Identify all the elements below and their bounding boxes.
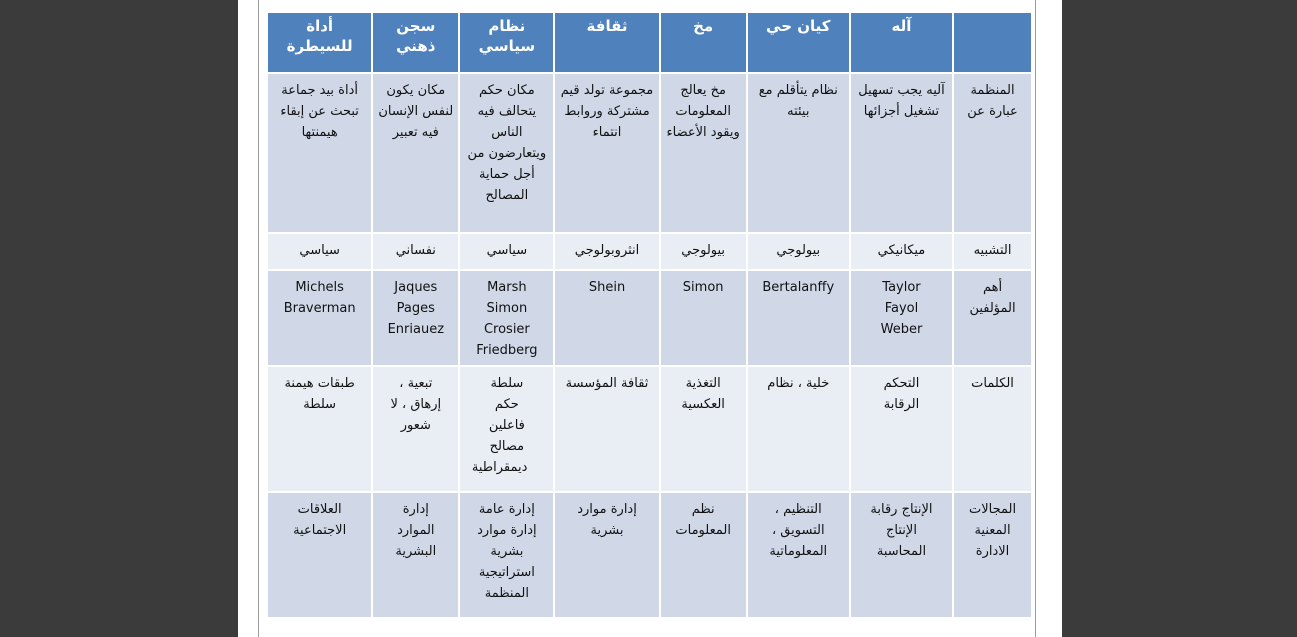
row-label: المنظمة عبارة عن xyxy=(954,74,1031,232)
right-gutter xyxy=(1062,0,1297,637)
table-row-definition xyxy=(268,74,1031,232)
table-cell: Jaques Pages Enriauez xyxy=(373,271,458,365)
table-cell: إدارة عامة إدارة موارد بشرية استراتيجية المنظمة xyxy=(460,493,553,617)
table-cell: مجموعة تولد قيم مشتركة وروابط انتماء xyxy=(555,74,658,232)
table-cell: التغذية العكسية xyxy=(661,367,746,491)
table-cell: Michels Braverman xyxy=(268,271,371,365)
row-label: الكلمات xyxy=(954,367,1031,491)
table-cell: طبقات هيمنة سلطة xyxy=(268,367,371,491)
header-cell-domination-tool: أداة للسيطرة xyxy=(268,13,371,72)
header-cell-empty xyxy=(954,13,1031,72)
table-cell: ميكانيكي xyxy=(851,234,952,269)
header-cell-political-system: نظام سياسي xyxy=(460,13,553,72)
page-margin-line-right xyxy=(1035,0,1036,637)
header-cell-brain: مخ xyxy=(661,13,746,72)
page-margin-line-left xyxy=(258,0,259,637)
table-cell: نظم المعلومات xyxy=(661,493,746,617)
row-label: أهم المؤلفين xyxy=(954,271,1031,365)
table-cell: مخ يعالج المعلومات ويقود الأعضاء xyxy=(661,74,746,232)
table-cell: سياسي xyxy=(268,234,371,269)
row-label: المجالات المعنية الادارة xyxy=(954,493,1031,617)
table-cell: نفساني xyxy=(373,234,458,269)
header-cell-psychic-prison: سجن ذهني xyxy=(373,13,458,72)
table-cell: خلية ، نظام xyxy=(748,367,849,491)
table-row-fields xyxy=(268,493,1031,617)
table-cell: بيولوجي xyxy=(748,234,849,269)
table-cell: Marsh Simon Crosier Friedberg xyxy=(460,271,553,365)
table-cell: الإنتاج رقابة الإنتاج المحاسبة xyxy=(851,493,952,617)
table-cell: Bertalanffy xyxy=(748,271,849,365)
table-row-authors xyxy=(268,271,1031,365)
table-row-keywords xyxy=(268,367,1031,491)
header-cell-organism: كيان حي xyxy=(748,13,849,72)
table-cell: Simon xyxy=(661,271,746,365)
table-cell: بيولوجي xyxy=(661,234,746,269)
row-label: التشبيه xyxy=(954,234,1031,269)
table-cell: العلاقات الاجتماعية xyxy=(268,493,371,617)
table-row-analogy xyxy=(268,234,1031,269)
table-cell: نظام يتأقلم مع بيئته xyxy=(748,74,849,232)
table-cell: انثروبولوجي xyxy=(555,234,658,269)
table-cell: Shein xyxy=(555,271,658,365)
table-cell: ثقافة المؤسسة xyxy=(555,367,658,491)
table-cell: مكان حكم يتحالف فيه الناس ويتعارضون من أجل حماية المصالح xyxy=(460,74,553,232)
table-cell: سياسي xyxy=(460,234,553,269)
table-cell: آليه يجب تسهيل تشغيل أجزائها xyxy=(851,74,952,232)
table-cell: إدارة الموارد البشرية xyxy=(373,493,458,617)
header-cell-culture: ثقافة xyxy=(555,13,658,72)
table-cell: تبعية ، إرهاق ، لا شعور xyxy=(373,367,458,491)
table-cell: Taylor Fayol Weber xyxy=(851,271,952,365)
table-cell: إدارة موارد بشرية xyxy=(555,493,658,617)
document-page xyxy=(238,0,1062,637)
table-cell: سلطة حكم فاعلين مصالح ديمقراطية xyxy=(460,367,553,491)
organization-metaphors-table xyxy=(266,11,1033,619)
header-cell-machine: آله xyxy=(851,13,952,72)
table-cell: أداة بيد جماعة تبحث عن إبقاء هيمنتها xyxy=(268,74,371,232)
table-cell: مكان يكون لنفس الإنسان فيه تعبير xyxy=(373,74,458,232)
header-row xyxy=(268,13,1031,72)
table-cell: التحكم الرقابة xyxy=(851,367,952,491)
left-gutter xyxy=(0,0,238,637)
table-cell: التنظيم ، التسويق ، المعلوماتية xyxy=(748,493,849,617)
